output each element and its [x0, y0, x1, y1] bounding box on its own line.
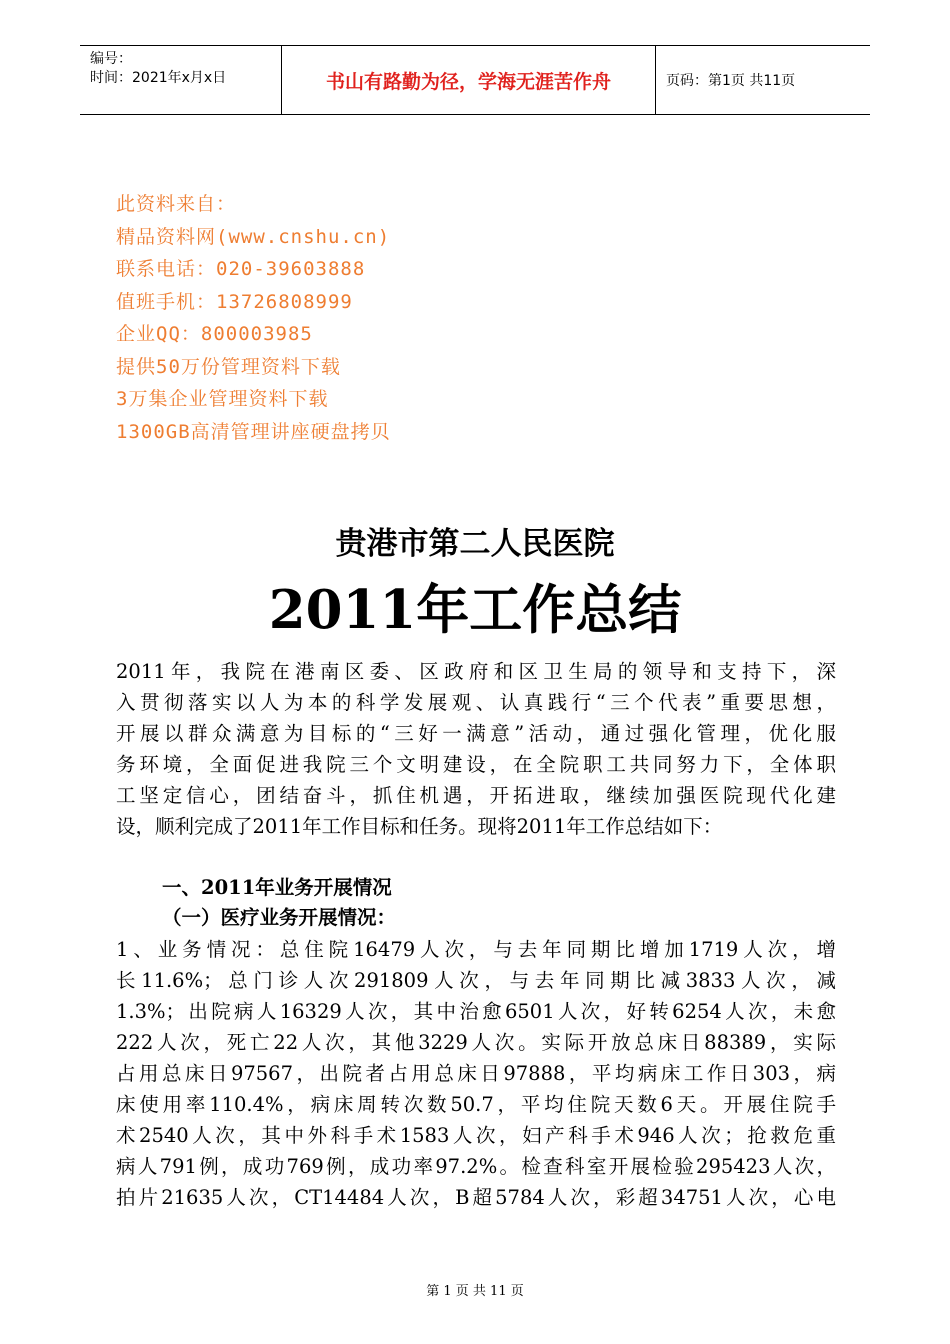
business-paragraph	[116, 934, 836, 1213]
text-line: 床使用率110.4%，病床周转次数50.7，平均住院天数6天。开展住院手	[116, 1093, 836, 1116]
source-line: 企业QQ：800003985	[116, 323, 313, 345]
text-line: 1、业务情况：总住院16479人次，与去年同期比增加1719人次，增	[116, 938, 836, 961]
text-line: 拍片21635人次，CT14484人次，B超5784人次，彩超34751人次，心电	[116, 1186, 836, 1209]
text-line: 设，顺利完成了2011年工作目标和任务。现将2011年工作总结如下：	[116, 815, 723, 838]
source-line: 提供50万份管理资料下载	[116, 355, 341, 378]
source-line: 精品资料网(www.cnshu.cn)	[116, 225, 391, 248]
text-line: 长11.6%；总门诊人次291809人次，与去年同期比减3833人次，减	[116, 969, 836, 992]
text-line: 222人次，死亡22人次，其他3229人次。实际开放总床日88389，实际	[116, 1031, 836, 1054]
text-line: 病人791例，成功769例，成功率97.2%。检查科室开展检验295423人次，	[116, 1155, 836, 1178]
header-page-info: 页码：第1页 共11页	[666, 73, 796, 89]
text-line: 术2540人次，其中外科手术1583人次，妇产科手术946人次；抢救危重	[116, 1124, 836, 1147]
source-line: 3万集企业管理资料下载	[116, 388, 329, 410]
document-time-label: 时间：2021年x月x日	[90, 70, 227, 86]
section-heading: 一、2011年业务开展情况	[162, 876, 392, 899]
header-table	[80, 45, 870, 115]
subsection-heading: （一）医疗业务开展情况：	[162, 906, 397, 929]
text-line: 务环境，全面促进我院三个文明建设，在全院职工共同努力下，全体职	[116, 753, 836, 776]
text-line: 入贯彻落实以人为本的科学发展观、认真践行“三个代表”重要思想，	[116, 691, 836, 714]
source-line: 1300GB高清管理讲座硬盘拷贝	[116, 420, 391, 443]
text-line: 占用总床日97567，出院者占用总床日97888，平均病床工作日303，病	[116, 1062, 836, 1085]
source-line: 此资料来自：	[116, 193, 237, 215]
source-info-block	[116, 188, 391, 448]
header-motto: 书山有路勤为径，学海无涯苦作舟	[282, 46, 656, 114]
source-line: 值班手机：13726808999	[116, 290, 353, 313]
text-line: 1.3%；出院病人16329人次，其中治愈6501人次，好转6254人次，未愈	[116, 1000, 836, 1023]
intro-paragraph	[116, 656, 836, 842]
page-footer: 第 1 页 共 11 页	[426, 1284, 524, 1299]
text-line: 开展以群众满意为目标的“三好一满意”活动，通过强化管理，优化服	[116, 722, 836, 745]
text-line: 工坚定信心，团结奋斗，抓住机遇，开拓进取，继续加强医院现代化建	[116, 784, 836, 807]
document-title: 2011年工作总结	[268, 579, 682, 641]
text-line: 2011年，我院在港南区委、区政府和区卫生局的领导和支持下，深	[116, 660, 836, 683]
document-number-label: 编号：	[90, 51, 132, 67]
organization-title: 贵港市第二人民医院	[335, 526, 615, 562]
header-meta	[80, 46, 282, 114]
source-line: 联系电话：020-39603888	[116, 258, 366, 280]
